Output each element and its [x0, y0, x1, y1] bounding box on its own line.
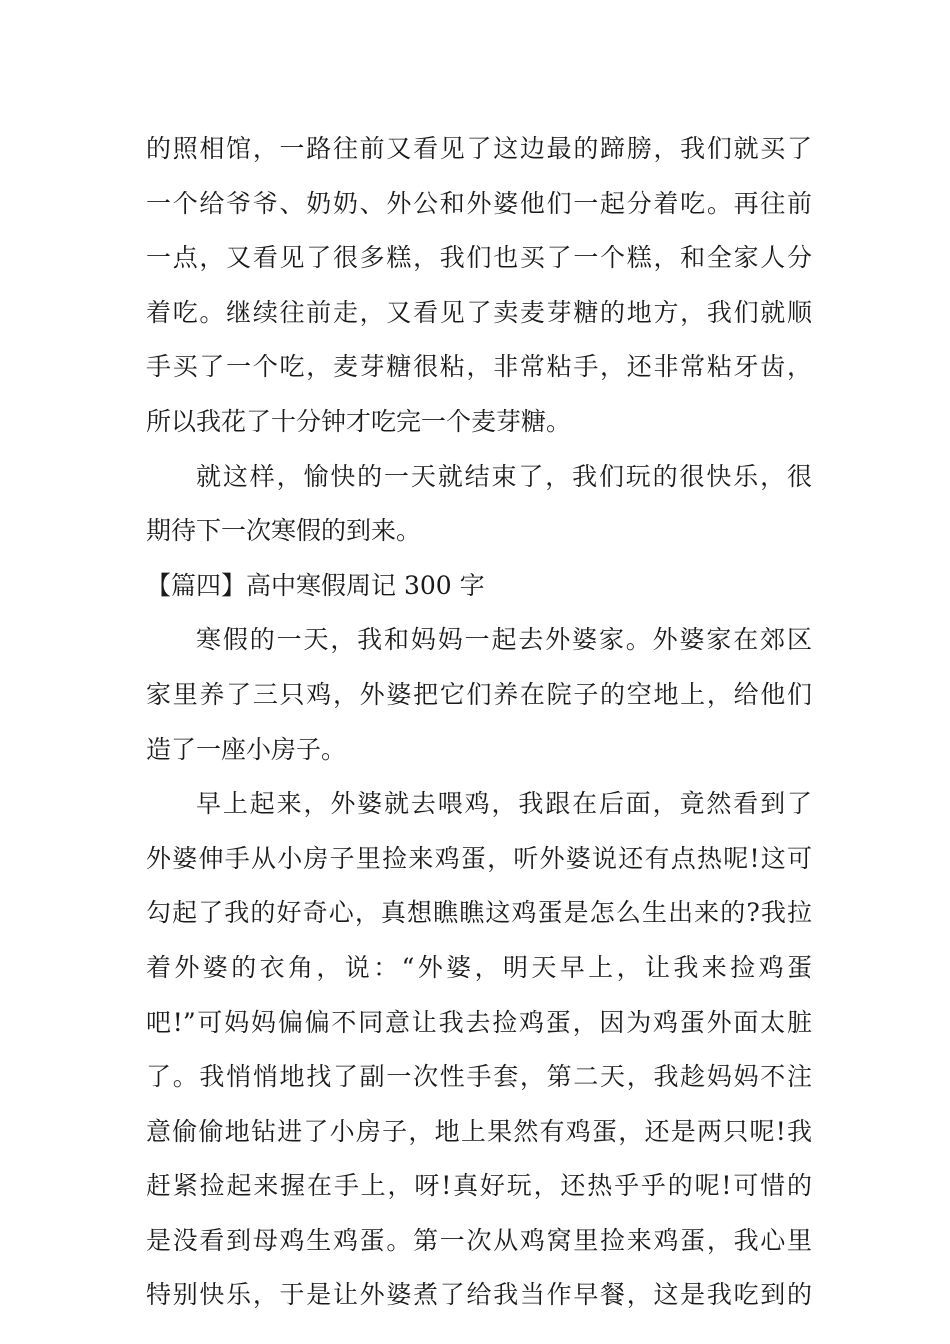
text-line: 一点，又看见了很多糕，我们也买了一个糕，和全家人分 — [146, 243, 812, 273]
text-line: 外婆伸手从小房子里捡来鸡蛋，听外婆说还有点热呢!这可 — [146, 843, 812, 873]
text-line: 勾起了我的好奇心，真想瞧瞧这鸡蛋是怎么生出来的?我拉 — [146, 898, 812, 928]
text-line: 着外婆的衣角，说：“外婆，明天早上，让我来捡鸡蛋 — [146, 952, 812, 982]
text-line: 家里养了三只鸡，外婆把它们养在院子的空地上，给他们 — [146, 679, 812, 709]
text-line: 所以我花了十分钟才吃完一个麦芽糖。 — [146, 406, 572, 436]
text-line: 寒假的一天，我和妈妈一起去外婆家。外婆家在郊区 — [196, 625, 812, 655]
text-line: 造了一座小房子。 — [146, 734, 347, 764]
text-line: 吧!”可妈妈偏偏不同意让我去捡鸡蛋，因为鸡蛋外面太脏 — [146, 1007, 812, 1037]
section-heading: 【篇四】高中寒假周记 300 字 — [146, 570, 485, 600]
text-line: 就这样，愉快的一天就结束了，我们玩的很快乐，很 — [196, 461, 812, 491]
text-line: 赶紧捡起来握在手上，呀!真好玩，还热乎乎的呢!可惜的 — [146, 1171, 812, 1201]
text-line: 期待下一次寒假的到来。 — [146, 516, 422, 546]
body-text — [146, 122, 812, 1323]
text-line: 是没看到母鸡生鸡蛋。第一次从鸡窝里捡来鸡蛋，我心里 — [146, 1225, 812, 1255]
text-line: 手买了一个吃，麦芽糖很粘，非常粘手，还非常粘牙齿， — [146, 352, 812, 382]
text-line: 的照相馆，一路往前又看见了这边最的蹄膀，我们就买了 — [146, 134, 812, 163]
text-line: 特别快乐，于是让外婆煮了给我当作早餐，这是我吃到的 — [146, 1280, 812, 1310]
text-line: 早上起来，外婆就去喂鸡，我跟在后面，竟然看到了 — [196, 789, 812, 819]
text-line: 着吃。继续往前走，又看见了卖麦芽糖的地方，我们就顺 — [146, 297, 812, 327]
text-line: 意偷偷地钻进了小房子，地上果然有鸡蛋，还是两只呢!我 — [146, 1116, 812, 1146]
text-line: 了。我悄悄地找了副一次性手套，第二天，我趁妈妈不注 — [146, 1062, 812, 1092]
text-line: 一个给爷爷、奶奶、外公和外婆他们一起分着吃。再往前 — [146, 188, 812, 218]
